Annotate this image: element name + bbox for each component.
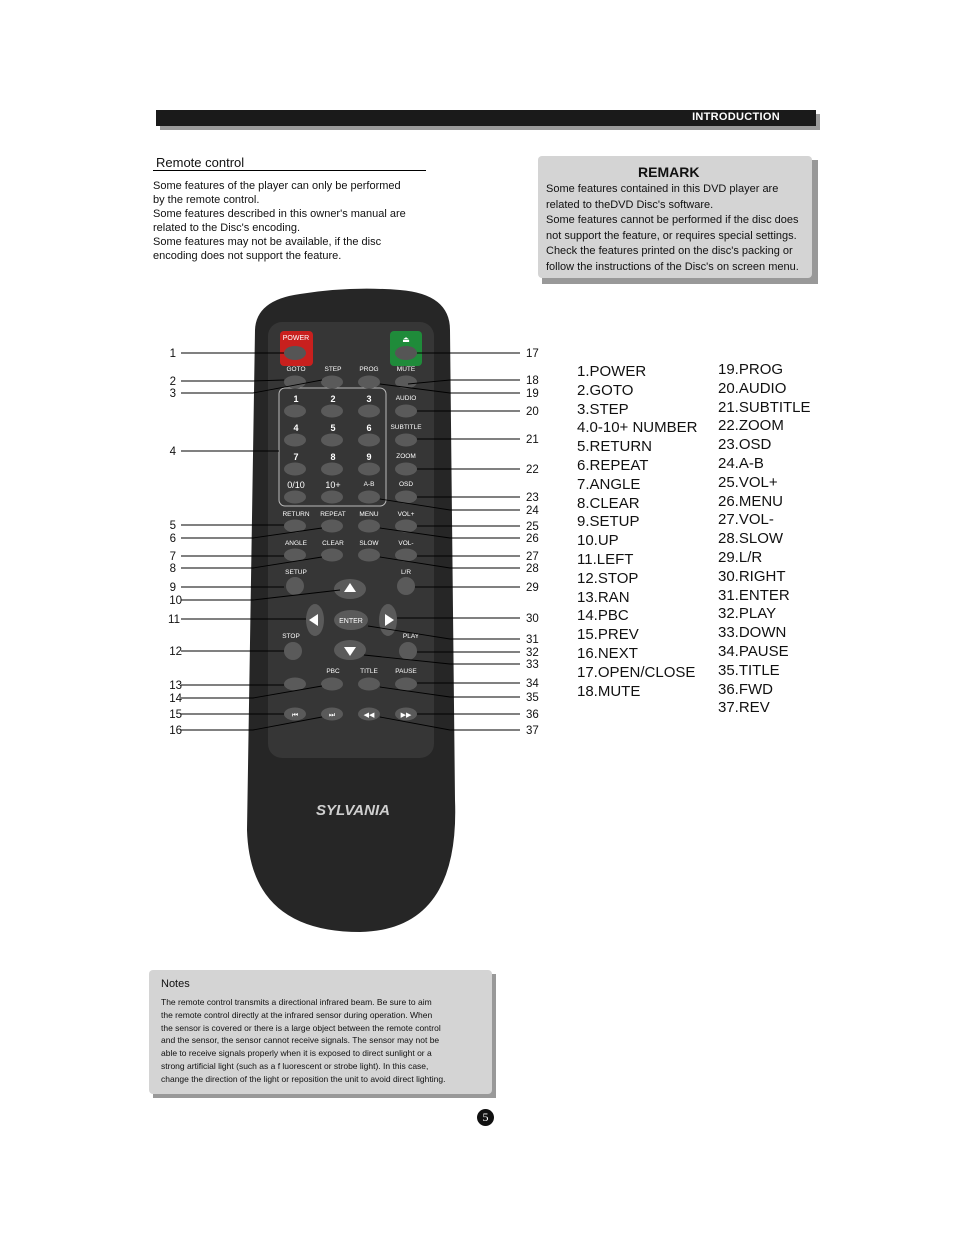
legend-item: 4.0-10+ NUMBER bbox=[577, 419, 698, 437]
section-title: Remote control bbox=[156, 155, 245, 170]
stop-label: STOP bbox=[282, 633, 300, 640]
legend-item: 32.PLAY bbox=[718, 605, 777, 623]
legend-item: 35.TITLE bbox=[718, 661, 780, 679]
callout-31: 31 bbox=[526, 634, 539, 646]
eject-icon: ⏏ bbox=[402, 335, 410, 344]
legend-item: 11.LEFT bbox=[577, 550, 634, 568]
notes-line: change the direction of the light or reposition the unit to avoid direct lighting. bbox=[161, 1073, 446, 1084]
repeat-button bbox=[321, 520, 343, 533]
callout-33: 33 bbox=[526, 659, 539, 671]
legend-item: 24.A-B bbox=[718, 454, 764, 472]
legend-item: 30.RIGHT bbox=[718, 567, 786, 585]
prog-button bbox=[358, 376, 380, 389]
callout-35: 35 bbox=[526, 692, 539, 704]
audio-button bbox=[395, 405, 417, 418]
remark-line: not support the feature, or requires special settings. bbox=[546, 229, 797, 242]
legend-item: 27.VOL- bbox=[718, 511, 774, 529]
angle-label: ANGLE bbox=[284, 540, 308, 547]
title-button bbox=[358, 678, 380, 691]
callout-30: 30 bbox=[526, 613, 539, 625]
legend-item: 8.CLEAR bbox=[577, 494, 640, 512]
legend-item: 18.MUTE bbox=[577, 682, 641, 700]
slow-label: SLOW bbox=[359, 540, 379, 547]
notes-line: The remote control transmits a directional infrared beam. Be sure to aim bbox=[161, 997, 432, 1007]
callout-12: 12 bbox=[169, 646, 182, 658]
audio-label: AUDIO bbox=[395, 395, 417, 402]
legend-column-2 bbox=[718, 361, 811, 718]
voldown-label: VOL- bbox=[398, 540, 414, 547]
notes-text bbox=[161, 996, 445, 1086]
angle-button bbox=[284, 549, 306, 562]
legend-item: 10.UP bbox=[577, 532, 619, 550]
legend-item: 17.OPEN/CLOSE bbox=[577, 663, 696, 681]
lr-label: L/R bbox=[400, 569, 412, 576]
subtitle-button bbox=[395, 434, 417, 447]
callout-20: 20 bbox=[526, 406, 539, 418]
num-0-10-button bbox=[284, 491, 306, 504]
callout-23: 23 bbox=[526, 492, 539, 504]
menu-button bbox=[358, 520, 380, 533]
legend-item: 9.SETUP bbox=[577, 513, 640, 531]
callout-29: 29 bbox=[526, 582, 539, 594]
legend-item: 37.REV bbox=[718, 699, 770, 717]
legend-item: 29.L/R bbox=[718, 548, 763, 566]
legend-item: 36.FWD bbox=[718, 680, 774, 698]
num-5-button bbox=[321, 434, 343, 447]
step-label: STEP bbox=[324, 366, 342, 373]
num-0-10-label: 0/10 bbox=[287, 480, 305, 490]
eject-button bbox=[395, 346, 417, 360]
callout-13: 13 bbox=[169, 680, 182, 692]
legend-item: 12.STOP bbox=[577, 569, 639, 587]
legend-item: 20.AUDIO bbox=[718, 379, 787, 397]
num-1-button bbox=[284, 405, 306, 418]
pbc-button bbox=[321, 678, 343, 691]
num-7-label: 7 bbox=[293, 452, 299, 462]
num-5-label: 5 bbox=[330, 423, 336, 433]
callout-26: 26 bbox=[526, 533, 539, 545]
legend-item: 5.RETURN bbox=[577, 438, 653, 456]
pause-button bbox=[395, 678, 417, 691]
num-9-button bbox=[358, 463, 380, 476]
callout-5: 5 bbox=[169, 520, 176, 532]
stop-button bbox=[284, 642, 302, 660]
goto-label: GOTO bbox=[286, 366, 306, 373]
legend-item: 22.ZOOM bbox=[718, 417, 784, 435]
legend-item: 14.PBC bbox=[577, 607, 629, 625]
callout-7: 7 bbox=[169, 551, 176, 563]
setup-label: SETUP bbox=[285, 569, 307, 576]
callout-21: 21 bbox=[526, 434, 539, 446]
zoom-label: ZOOM bbox=[396, 453, 416, 460]
notes-line: able to receive signals properly when it is exposed to direct sunlight or a bbox=[161, 1048, 432, 1059]
legend-item: 6.REPEAT bbox=[577, 456, 649, 474]
volup-label: VOL+ bbox=[397, 511, 415, 518]
legend-item: 2.GOTO bbox=[577, 381, 634, 399]
num-3-button bbox=[358, 405, 380, 418]
callout-17: 17 bbox=[526, 348, 539, 360]
callout-34: 34 bbox=[526, 678, 539, 690]
callout-11: 11 bbox=[168, 614, 180, 626]
notes-line: and the sensor, the sensor cannot receive signals. The sensor may not be bbox=[161, 1035, 440, 1046]
callout-3: 3 bbox=[169, 388, 176, 400]
intro-line: by the remote control. bbox=[153, 194, 260, 206]
intro-line: Some features may not be available, if the disc bbox=[153, 236, 382, 248]
mute-label: MUTE bbox=[396, 366, 416, 373]
legend-item: 13.RAN bbox=[577, 588, 630, 606]
num-4-label: 4 bbox=[293, 423, 299, 433]
return-label: RETURN bbox=[282, 511, 310, 518]
callout-28: 28 bbox=[526, 563, 539, 575]
callout-36: 36 bbox=[526, 709, 539, 721]
zoom-button bbox=[395, 463, 417, 476]
notes-box bbox=[149, 970, 492, 1094]
step-button bbox=[321, 376, 343, 389]
menu-label: MENU bbox=[359, 511, 379, 518]
callout-22: 22 bbox=[526, 464, 539, 476]
notes-line: the sensor is covered or there is a large object between the remote control bbox=[161, 1022, 441, 1033]
remark-line: related to theDVD Disc's software. bbox=[546, 198, 714, 211]
enter-label: ENTER bbox=[339, 618, 363, 625]
callout-14: 14 bbox=[169, 693, 182, 705]
legend-item: 26.MENU bbox=[718, 492, 784, 510]
num-10plus-button bbox=[321, 491, 343, 504]
ab-label: A-B bbox=[363, 481, 375, 488]
osd-label: OSD bbox=[398, 481, 414, 488]
play-label: PLAY bbox=[402, 633, 420, 640]
num-10plus-label: 10+ bbox=[325, 480, 341, 490]
ran-button bbox=[284, 678, 306, 691]
legend-item: 19.PROG bbox=[718, 361, 784, 378]
num-2-label: 2 bbox=[330, 394, 336, 404]
legend-item: 1.POWER bbox=[577, 363, 647, 380]
remark-line: follow the instructions of the Disc's on screen menu. bbox=[546, 260, 799, 273]
ab-button bbox=[358, 491, 380, 504]
remark-line: Check the features printed on the disc's packing or bbox=[546, 245, 793, 257]
page-number: 5 bbox=[477, 1109, 494, 1126]
lr-button bbox=[397, 577, 415, 595]
pause-label: PAUSE bbox=[395, 668, 417, 675]
remark-line: Some features cannot be performed if the disc does bbox=[546, 214, 799, 226]
callout-16: 16 bbox=[169, 725, 182, 737]
pbc-label: PBC bbox=[326, 668, 340, 675]
num-9-label: 9 bbox=[366, 452, 372, 462]
intro-line: Some features of the player can only be performed bbox=[153, 180, 401, 192]
legend-item: 7.ANGLE bbox=[577, 475, 641, 493]
legend-item: 25.VOL+ bbox=[718, 473, 778, 491]
slow-button bbox=[358, 549, 380, 562]
notes-title: Notes bbox=[161, 978, 190, 990]
num-2-button bbox=[321, 405, 343, 418]
callout-25: 25 bbox=[526, 521, 539, 533]
fwd-icon: ▶▶ bbox=[400, 712, 412, 719]
notes-line: strong artificial light (such as a f luorescent or strobe light). In this case, bbox=[161, 1060, 429, 1071]
legend-item: 34.PAUSE bbox=[718, 642, 789, 660]
callout-32: 32 bbox=[526, 647, 539, 659]
callout-4: 4 bbox=[169, 446, 176, 458]
callout-19: 19 bbox=[526, 388, 539, 400]
remark-line: Some features contained in this DVD player are bbox=[546, 183, 779, 195]
num-1-label: 1 bbox=[293, 394, 299, 404]
callout-10: 10 bbox=[169, 595, 182, 607]
callout-2: 2 bbox=[169, 376, 176, 388]
power-label: POWER bbox=[282, 335, 310, 342]
intro-line: encoding does not support the feature. bbox=[153, 250, 342, 262]
next-icon: ⏭ bbox=[328, 712, 336, 719]
setup-button bbox=[286, 577, 304, 595]
callout-9: 9 bbox=[169, 582, 176, 594]
power-button bbox=[284, 346, 306, 360]
callout-8: 8 bbox=[169, 563, 176, 575]
callout-27: 27 bbox=[526, 551, 539, 563]
brand-logo: SYLVANIA bbox=[316, 802, 390, 819]
subtitle-label: SUBTITLE bbox=[390, 424, 422, 431]
prog-label: PROG bbox=[359, 366, 379, 373]
legend-item: 15.PREV bbox=[577, 626, 639, 644]
intro-line: related to the Disc's encoding. bbox=[153, 222, 301, 234]
num-7-button bbox=[284, 463, 306, 476]
play-button bbox=[399, 642, 417, 660]
callout-6: 6 bbox=[169, 533, 176, 545]
remark-title: REMARK bbox=[638, 164, 700, 180]
legend-item: 3.STEP bbox=[577, 400, 629, 418]
legend-item: 23.OSD bbox=[718, 436, 772, 454]
legend-item: 31.ENTER bbox=[718, 586, 790, 604]
callout-24: 24 bbox=[526, 505, 539, 517]
clear-button bbox=[321, 549, 343, 562]
legend-item: 16.NEXT bbox=[577, 644, 638, 662]
callout-1: 1 bbox=[169, 348, 176, 360]
prev-icon: ⏮ bbox=[291, 712, 299, 719]
legend-item: 28.SLOW bbox=[718, 530, 784, 548]
num-3-label: 3 bbox=[366, 394, 372, 404]
repeat-label: REPEAT bbox=[320, 511, 346, 518]
callout-37: 37 bbox=[526, 725, 539, 737]
header-title: INTRODUCTION bbox=[692, 111, 780, 123]
legend-item: 21.SUBTITLE bbox=[718, 398, 811, 416]
callout-15: 15 bbox=[169, 709, 182, 721]
rev-icon: ◀◀ bbox=[363, 712, 375, 719]
num-8-button bbox=[321, 463, 343, 476]
callout-18: 18 bbox=[526, 375, 539, 387]
intro-line: Some features described in this owner's manual are bbox=[153, 208, 406, 220]
num-6-label: 6 bbox=[366, 423, 372, 433]
title-label: TITLE bbox=[360, 668, 378, 675]
notes-line: the remote control directly at the infrared sensor during operation. When bbox=[161, 1009, 433, 1020]
clear-label: CLEAR bbox=[322, 540, 344, 547]
num-4-button bbox=[284, 434, 306, 447]
legend-item: 33.DOWN bbox=[718, 624, 787, 642]
legend-column-1 bbox=[577, 363, 697, 701]
num-6-button bbox=[358, 434, 380, 447]
num-8-label: 8 bbox=[330, 452, 336, 462]
